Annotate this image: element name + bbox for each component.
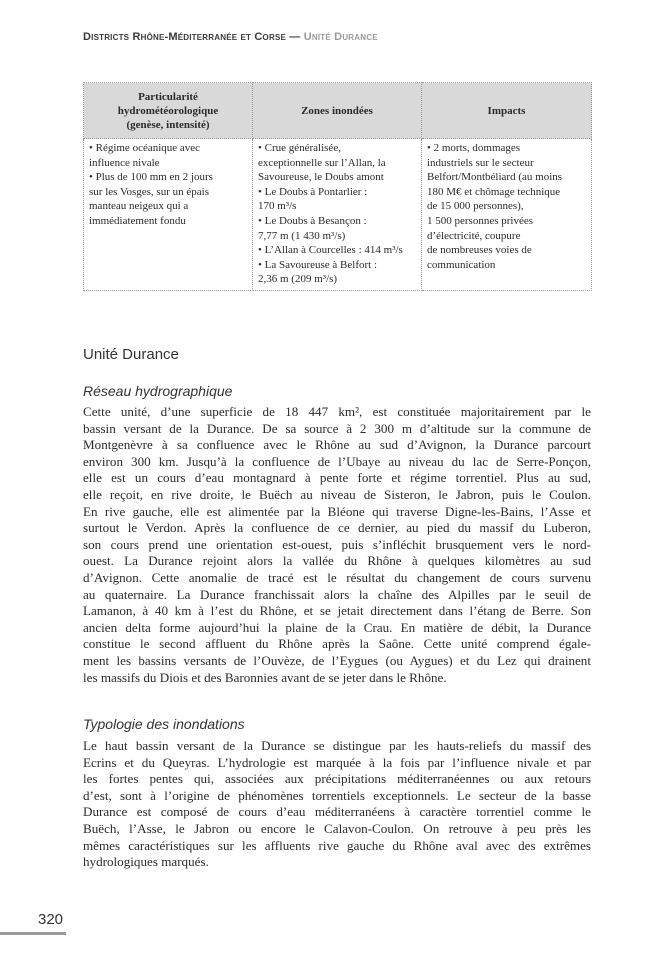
- text-line: Savoureuse, le Doubs amont: [258, 171, 384, 184]
- text-line: ouest. La Durance rejoint alors la vallée du Rhône à quelques kilomètres au sud: [83, 553, 591, 569]
- text-line: constitue le second affluent du Rhône après la Saône. Cette unité comprend égale-: [83, 636, 591, 652]
- text-line: • Le Doubs à Pontarlier :: [258, 185, 368, 198]
- text-line: environ 300 km. Jusqu’à la confluence de l’Ubaye au niveau du lac de Serre-Ponçon,: [83, 453, 591, 469]
- text-line: ment les bassins versants de l’Ouvèze, de l’Eygues (ou Aygues) et du Lez qui drainent: [83, 652, 591, 668]
- text-line: Le haut bassin versant de la Durance se distingue par les hauts-reliefs du massif des: [83, 738, 591, 753]
- table-row: [84, 139, 592, 291]
- text-line: • 2 morts, dommages: [427, 142, 521, 154]
- text-line: au quaternaire. La Durance franchissait alors la chaîne des Alpilles par le seuil de: [83, 586, 591, 602]
- paragraph-hydrographic-network: [83, 404, 591, 686]
- text-line: d’Avignon. Cette anomalie de tracé est le résultat du changement de cours survenu: [83, 569, 591, 585]
- text-line: 2,36 m (209 m³/s): [258, 273, 338, 286]
- text-line: communication: [427, 258, 496, 271]
- text-line: surtout le Verdon. Après la confluence de ce dernier, au pied du massif du Luberon,: [83, 520, 591, 536]
- text-line: elle est un cours d’eau montagnard à pente forte et régime torrentiel. Plus au sud,: [83, 470, 591, 486]
- text-line: Montgenèvre à sa confluence avec le Rhône au sud d’Avignon, la Durance parcourt: [83, 437, 591, 453]
- text-line: sur les Vosges, sur un épais: [89, 185, 209, 198]
- subsection-title-flood-typology: Typologie des inondations: [83, 716, 245, 732]
- cell-impacts: [422, 139, 592, 291]
- text-line: 7,77 m (1 430 m³/s): [258, 229, 346, 242]
- text-line: mêmes caractéristiques sur les affluents rive gauche du Rhône aval avec des extrêmes: [83, 837, 591, 853]
- text-line: Belfort/Montbéliard (au moins: [427, 171, 563, 184]
- cell-flooded-areas: [253, 139, 422, 291]
- text-line: 170 m³/s: [258, 200, 297, 213]
- text-line: son cours prend une orientation est-ouest, puis s’infléchit brusquement vers le nord-: [83, 536, 591, 552]
- running-header: [83, 31, 378, 43]
- text-line: bassin versant de la Durance. De sa source à 2 300 m d’altitude sur la commune de: [83, 420, 591, 436]
- column-header-line: Impacts: [487, 104, 526, 117]
- text-line: • Régime océanique avec: [89, 142, 201, 154]
- text-line: Ecrins et du Queyras. L’hydrologie est marquée à la fois par l’influence nivale et par: [83, 754, 591, 770]
- text-line: • Plus de 100 mm en 2 jours: [89, 171, 213, 184]
- text-line: • L’Allan à Courcelles : 414 m³/s: [258, 244, 403, 257]
- page-number-rule: [0, 932, 66, 935]
- text-line: Buëch, l’Asse, le Jabron ou encore le Calavon-Coulon. On retrouve à peu près les: [83, 820, 591, 836]
- column-header-line: Zones inondées: [301, 104, 373, 117]
- column-header-impacts: [422, 83, 592, 139]
- text-line: 1 500 personnes privées: [427, 214, 534, 227]
- text-line: • Le Doubs à Besançon :: [258, 214, 367, 227]
- column-header-hydrometeo: [84, 83, 253, 139]
- text-line: 180 M€ et chômage technique: [427, 185, 561, 198]
- page-number: 320: [38, 911, 64, 928]
- running-header-unit: Unité Durance: [303, 31, 378, 43]
- column-header-line: (genèse, intensité): [126, 118, 210, 131]
- text-line: En rive gauche, elle est alimentée par la Bléone qui traverse Digne-les-Bains, l’Asse et: [83, 503, 591, 519]
- cell-hydrometeo: [84, 139, 253, 291]
- section-title: Unité Durance: [83, 346, 179, 363]
- text-line: exceptionnelle sur l’Allan, la: [258, 156, 386, 169]
- text-line: hydrologiques marqués.: [83, 854, 209, 870]
- text-line: industriels sur le secteur: [427, 156, 534, 169]
- column-header-line: hydrométéorologique: [117, 104, 219, 117]
- text-line: d’électricité, coupure: [427, 229, 521, 242]
- text-line: de nombreuses voies de: [427, 244, 532, 257]
- text-line: les massifs du Diois et des Baronnies avant de se jeter dans le Rhône.: [83, 669, 447, 685]
- text-line: • La Savoureuse à Belfort :: [258, 258, 378, 271]
- text-line: influence nivale: [89, 156, 160, 169]
- text-line: ancien delta forme aujourd’hui la plaine de la Crau. En matière de débit, la Durance: [83, 619, 591, 635]
- text-line: elle reçoit, en rive droite, le Buëch au niveau de Sisteron, le Jabron, puis le Coulon.: [83, 486, 591, 502]
- running-header-district: Districts Rhône-Méditerranée et Corse —: [83, 31, 301, 43]
- column-header-flooded-areas: [253, 83, 422, 139]
- text-line: les fortes pentes qui, associées aux précipitations méditerranéennes ou aux retours: [83, 771, 591, 787]
- table-header-row: [84, 83, 592, 139]
- text-line: Cette unité, d’une superficie de 18 447 km², est constituée majoritairement par le: [83, 404, 591, 419]
- text-line: Durance est composé de cours d’eau méditerranéens à caractère torrentiel comme le: [83, 804, 591, 820]
- text-line: immédiatement fondu: [89, 214, 186, 227]
- column-header-line: Particularité: [138, 90, 198, 103]
- text-line: manteau neigeux qui a: [89, 200, 189, 213]
- text-line: d’est, sont à l’origine de phénomènes torrentiels exceptionnels. Le secteur de la basse: [83, 787, 591, 803]
- paragraph-flood-typology: [83, 738, 591, 871]
- text-line: de 15 000 personnes),: [427, 200, 524, 213]
- subsection-title-network: Réseau hydrographique: [83, 383, 233, 399]
- text-line: Lamanon, à 40 km à l’est du Rhône, et se jetait directement dans l’étang de Berre. Son: [83, 603, 591, 619]
- flood-events-table: [83, 82, 592, 291]
- text-line: • Crue généralisée,: [258, 142, 341, 154]
